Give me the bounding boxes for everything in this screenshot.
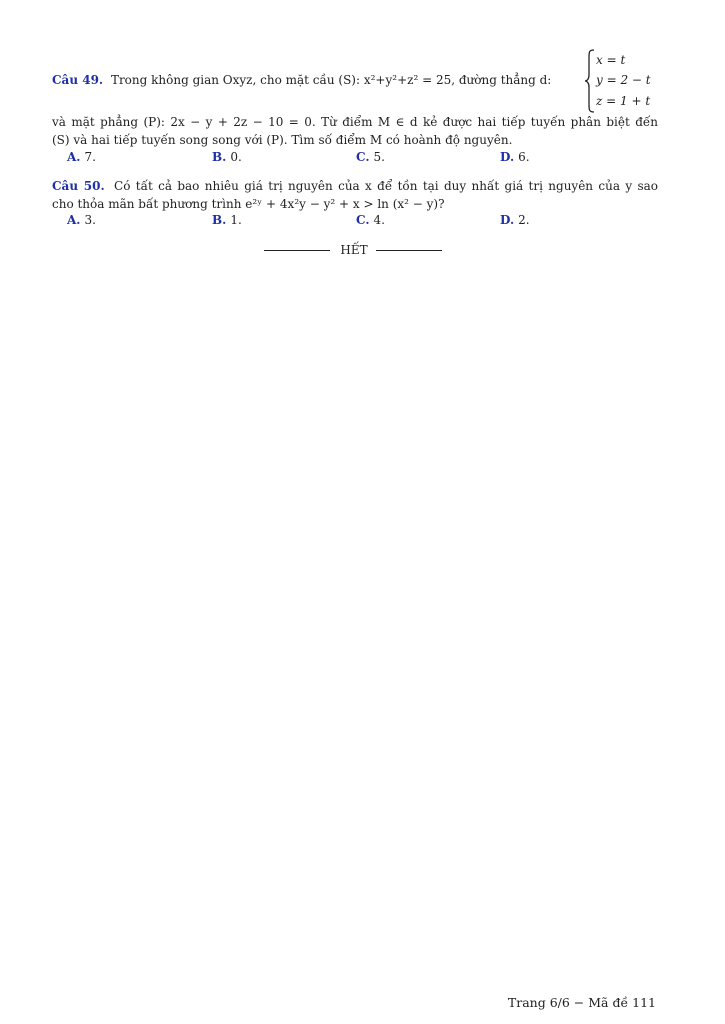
end-text: HẾT [340,243,368,257]
choice-a[interactable]: A. 3. [67,213,96,227]
question-49-choices [67,150,627,166]
question-49-lead-text: Trong không gian Oxyz, cho mặt cầu (S): x²+y²+z² = 25, đường thẳng d: [110,73,552,87]
question-49-line-3: (S) và hai tiếp tuyến song song với (P). Tìm số điểm M có hoành độ nguyên. [52,133,513,147]
question-50-choices [67,213,627,229]
divider [376,250,442,251]
system-equation-1: x = t [596,53,626,67]
system-equation-3: z = 1 + t [596,94,651,108]
choice-a[interactable]: A. 7. [67,150,96,164]
choice-d[interactable]: D. 2. [500,213,530,227]
question-49-header [52,48,658,114]
end-marker [264,243,444,257]
choice-d[interactable]: D. 6. [500,150,530,164]
choice-c[interactable]: C. 4. [356,213,385,227]
system-equation-2: y = 2 − t [596,73,651,87]
question-50-line-1: Câu 50. Có tất cả bao nhiêu giá trị nguyên của x để tồn tại duy nhất giá trị nguyên của y sao [52,179,659,193]
divider [264,250,330,251]
question-50-line-2: cho thỏa mãn bất phương trình e²ʸ + 4x²y − y² + x > ln (x² − y)? [52,197,445,211]
question-49-line-2: và mặt phẳng (P): 2x − y + 2z − 10 = 0. Từ điểm M ∈ d kẻ được hai tiếp tuyến phân biệt đến [52,115,658,129]
choice-c[interactable]: C. 5. [356,150,385,164]
choice-b[interactable]: B. 0. [212,150,242,164]
question-49-label: Câu 49. [52,73,104,87]
page-footer: Trang 6/6 − Mã đề 111 [507,995,656,1010]
left-brace-icon [584,48,596,114]
choice-b[interactable]: B. 1. [212,213,242,227]
question-50-label: Câu 50. [52,179,105,193]
line-d-system [584,48,658,114]
